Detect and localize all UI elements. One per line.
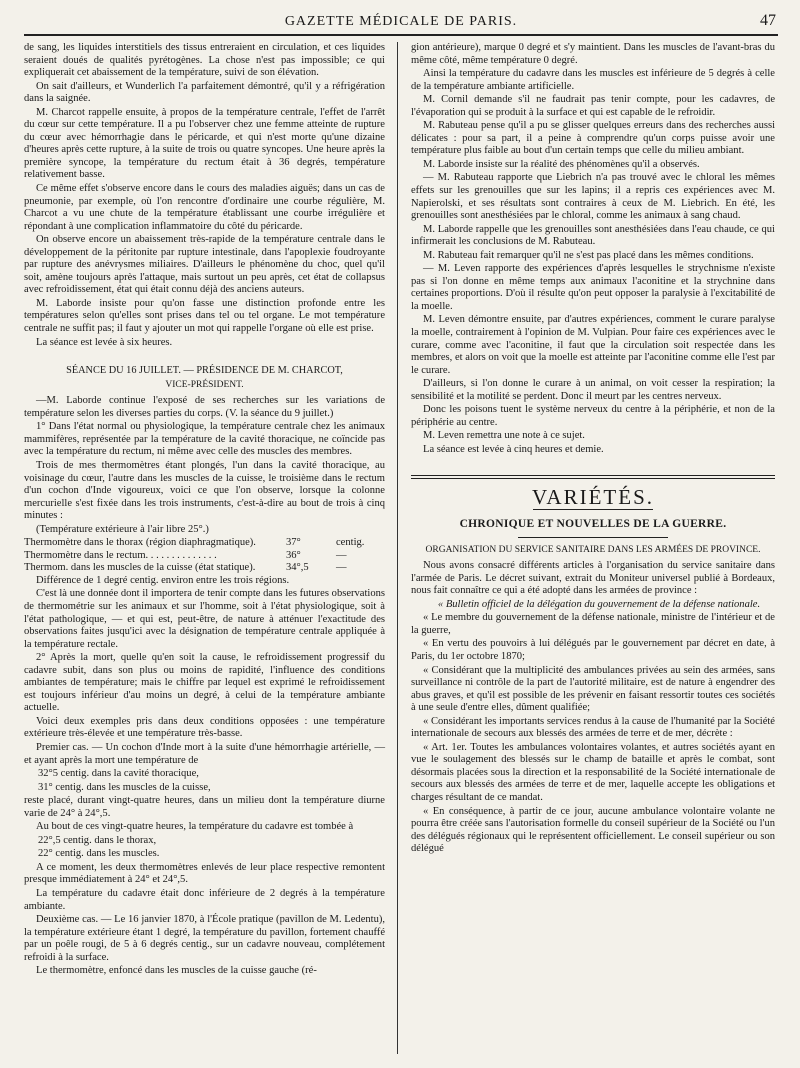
paragraph: Premier cas. — Un cochon d'Inde mort à la suite d'une hémorrhagie artérielle, — et ayant après la mort une température de [24, 741, 385, 766]
paragraph: « Considérant que la multiplicité des ambulances privées au sein des armées, sans surveillance ni contrôle de la part de l'autorité militaire, est de nature à engendrer des abus graves, et qu'il est possible de les prévenir en faisant ressortir toutes ces sociétés à une seule d'entre elles, dûment qualifiée; [411, 664, 775, 714]
paragraph: M. Leven démontre ensuite, par d'autres expériences, comment le curare paralyse la moelle, contrairement à l'opinion de M. Vulpian. Pour faire ces expériences avec le curare, comme avec l'aconitine, il faut que la circulation soit respectée dans les membres, et alors on voit que la moelle est atteinte par l'aconitine comme elle l'est par le curare. [411, 314, 775, 376]
seance-heading: SÉANCE DU 16 JUILLET. — PRÉSIDENCE DE M. CHARCOT, [66, 365, 343, 377]
measurement-row [24, 562, 385, 575]
paragraph: D'ailleurs, si l'on donne le curare à un animal, on voit cesser la respiration; la sensibilité et la motilité se perdent. Donc il meurt par les centres nerveux. [411, 378, 775, 402]
paragraph: Nous avons consacré différents articles à l'organisation du service sanitaire dans l'armée de Paris. Le décret suivant, extrait du Moniteur universel publié à Bordeaux, nous fait connaître ce qui a été adopté dans les armées de province : [411, 560, 775, 597]
paragraph: Ce même effet s'observe encore dans le cours des maladies aiguës; dans un cas de pneumonie, par exemple, où l'on rencontre d'ordinaire une courbe régulière, M. Charcot a vu une chute de la température établissant une courbe irrégulière et répondant à une complication inflammatoire du côté du péricarde. [24, 183, 385, 232]
paragraph: Ainsi la température du cadavre dans les muscles est inférieure de 5 degrés à celle de la température ambiante artificielle. [411, 68, 775, 92]
paragraph: M. Laborde rappelle que les grenouilles sont anesthésiées dans l'eau chaude, ce qui infirmerait les conclusions de M. Rabuteau. [411, 223, 775, 248]
paragraph: reste placé, durant vingt-quatre heures, dans un milieu dont la température diurne varie de 24° à 24°,5. [24, 795, 385, 819]
paragraph: « Considérant les importants services rendus à la cause de l'humanité par la Société internationale de secours aux blessés des armées de terre et de mer, décrète : [411, 715, 775, 740]
chronique-heading: CHRONIQUE ET NOUVELLES DE LA GUERRE. [459, 518, 727, 531]
paragraph: M. Rabuteau pense qu'il a pu se glisser quelques erreurs dans des recherches aussi délicates : pour sa part, il a peine à comprendre qu'un corps puisse avoir une température plus faible au bout d'un certain temps que celle du milieu ambiant. [411, 120, 775, 157]
paragraph: (Température extérieure à l'air libre 25°.) [36, 523, 209, 535]
right-column [411, 42, 775, 857]
paragraph: M. Leven remettra une note à ce sujet. [423, 430, 585, 442]
paragraph: Le thermomètre, enfoncé dans les muscles de la cuisse gauche (ré- [36, 965, 317, 977]
paragraph: Donc les poisons tuent le système nerveux du centre à la périphérie, et non de la périphérie au centre. [411, 404, 775, 428]
paragraph: M. Laborde insiste pour qu'on fasse une distinction profonde entre les températures selon qu'elles sont prises dans tel ou tel organe. Le mot température centrale ne suffit pas; il faut y ajouter un mot qui rappelle l'organe où elle est prise. [24, 297, 385, 335]
measure-label: Thermomètre dans le rectum. . . . . . . . . . . . . . [24, 549, 217, 561]
measure-value: 36° [286, 549, 301, 561]
paragraph: « Le membre du gouvernement de la défense nationale, ministre de l'intérieur et de la guerre, [411, 612, 775, 636]
paragraph: de sang, les liquides interstitiels des tissus entreraient en circulation, et ces liquides seraient doués de qualités pyrétogènes. La chose n'est pas impossible; ce qui expliquerait cet abaissement de la température, suivi de son élévation. [24, 42, 385, 79]
section-rule [411, 475, 775, 479]
measurement-row [24, 537, 385, 550]
paragraph: La température du cadavre était donc inférieure de 2 degrés à la température ambiante. [24, 888, 385, 912]
paragraph: Différence de 1 degré centig. environ entre les trois régions. [36, 574, 290, 586]
paragraph: La séance est levée à six heures. [36, 336, 173, 348]
page-number: 47 [760, 12, 776, 29]
measure-unit: — [336, 562, 347, 574]
paragraph: Deuxième cas. — Le 16 janvier 1870, à l'École pratique (pavillon de M. Ledentu), la température extérieure étant 1 degré, la température du pavillon, fortement chauffé par un poêle rougi, de 5 à 6 degrés centig., sur un cadavre nouveau, complétement refroidi à la surface. [24, 914, 385, 963]
measurement-row [24, 550, 385, 563]
bulletin-title: « Bulletin officiel de la délégation du gouvernement de la défense nationale. [437, 598, 761, 610]
paragraph: 1° Dans l'état normal ou physiologique, la température centrale chez les animaux mammifères, représentée par la température de la cavité thoracique, ne coïncide pas avec la température du rectum, ni même avec celle des muscles des membres. [24, 421, 385, 458]
measure-unit: — [336, 549, 347, 561]
column-divider [397, 42, 398, 1054]
paragraph: M. Laborde insiste sur la réalité des phénomènes qu'il a observés. [423, 158, 700, 170]
page-header [24, 12, 778, 36]
heading-underline [533, 509, 653, 510]
paragraph: « En vertu des pouvoirs à lui délégués par le gouvernement par décret en date, à Paris, du 1er octobre 1870; [411, 638, 775, 662]
measure-value: 37° [286, 537, 301, 549]
reading-line: 31° centig. dans les muscles de la cuisse, [38, 781, 211, 793]
paragraph: M. Charcot rappelle ensuite, à propos de la température centrale, l'effet de l'arrêt du cœur sur cette température. Il a pu l'observer chez une femme atteinte de rupture du cœur avec hémorrhagie dans le péricarde, et qui n'est morte qu'une dizaine d'heures après cette rupture, à la suite de trois ou quatre syncopes. Une heure après la première syncope, la température du rectum était à 36 degrés, température relativement basse. [24, 106, 385, 181]
heading-underline [518, 537, 668, 538]
paragraph: 2° Après la mort, quelle qu'en soit la cause, le refroidissement progressif du cadavre subit, dans son plus ou moins de rapidité, l'influence des conditions ambiantes de température; mais le chiffre par lequel est exprimé le refroidissement est toujours inférieur d'au moins un degré, à celui de la température ambiante actuelle. [24, 652, 385, 714]
paragraph: On sait d'ailleurs, et Wunderlich l'a parfaitement démontré, qu'il y a réfrigération dans la saignée. [24, 80, 385, 105]
paragraph: M. Cornil demande s'il ne faudrait pas tenir compte, pour les cadavres, de l'évaporation qui se produit à la surface et qui est capable de le refroidir. [411, 94, 775, 118]
organisation-subheading: ORGANISATION DU SERVICE SANITAIRE DANS LES ARMÉES DE PROVINCE. [425, 544, 761, 555]
measure-unit: centig. [336, 537, 365, 549]
measure-value: 34°,5 [286, 562, 309, 574]
paragraph: —M. Laborde continue l'exposé de ses recherches sur les variations de température selon les diverses parties du corps. (V. la séance du 9 juillet.) [24, 395, 385, 419]
left-column [24, 42, 385, 979]
paragraph: On observe encore un abaissement très-rapide de la température centrale dans le développement de la péritonite par rupture intestinale, dans l'apoplexie foudroyante par rupture des anévrysmes miliaires. D'ailleurs le phénomène du choc, quel qu'il soit, amène toujours après l'attaque, mais surtout un peu après, cet état de collapsus avec refroidissement, état qui était connu déjà des anciens auteurs. [24, 234, 385, 296]
paragraph: Voici deux exemples pris dans deux conditions opposées : une température extérieure très-élevée et une température très-basse. [24, 715, 385, 740]
measure-label: Thermom. dans les muscles de la cuisse (état statique). [24, 562, 256, 574]
journal-title: GAZETTE MÉDICALE DE PARIS. [284, 14, 518, 29]
paragraph: — M. Rabuteau rapporte que Liebrich n'a pas trouvé avec le chloral les mêmes effets sur les grenouilles que sur les lapins; il a repris ces expériences avec M. Napierolski, et ses résultats sont contraires à ceux de M. Liebrich. En été, les grenouilles sont anesthésiées par le chloral, comme les animaux à sang chaud. [411, 172, 775, 222]
paragraph: « Art. 1er. Toutes les ambulances volontaires volantes, et autres sociétés ayant en vue le soulagement des blessés sur le champ de bataille et après le combat, sont désormais placées sous la direction et la responsabilité de la Société internationale de secours aux blessés des armées de terre et de mer, laquelle accepte les obligations et charges résultant de ce mandat. [411, 741, 775, 803]
varietes-heading: VARIÉTÉS. [531, 484, 655, 509]
paragraph: Trois de mes thermomètres étant plongés, l'un dans la cavité thoracique, au voisinage du cœur, l'autre dans les muscles de la cuisse, le troisième dans le rectum d'un cochon d'Inde vigoureux, voici ce que l'on observe, lorsque la colonne mercurielle s'est fixée dans les trois instruments, c'est-à-dire au bout de trois à cinq minutes : [24, 459, 385, 522]
paragraph: La séance est levée à cinq heures et demie. [423, 443, 604, 455]
reading-line: 32°5 centig. dans la cavité thoracique, [38, 768, 199, 780]
reading-line: 22° centig. dans les muscles. [38, 848, 160, 860]
measure-label: Thermomètre dans le thorax (région diaphragmatique). [24, 537, 256, 549]
paragraph: — M. Leven rapporte des expériences d'après lesquelles le strychnisme n'existe pas si l'on donne en même temps aux animaux l'aconitine et la strychnine dans certaines proportions. D'où il résulte qu'on peut opposer la paralysie à l'excitabilité de la moelle. [411, 263, 775, 312]
paragraph: Au bout de ces vingt-quatre heures, la température du cadavre est tombée à [36, 821, 354, 833]
reading-line: 22°,5 centig. dans le thorax, [38, 834, 157, 846]
paragraph: « En conséquence, à partir de ce jour, aucune ambulance volontaire volante ne pourra être créée sans l'autorisation formelle du conseil supérieur de la Société ou l'un des délégués régionaux qui le représentent officiellement. Le conseil supérieur ou son délégué [411, 805, 775, 855]
paragraph: A ce moment, les deux thermomètres enlevés de leur place respective remontent presque immédiatement à 24° et 24°,5. [24, 861, 385, 886]
vice-president-label: VICE-PRÉSIDENT. [165, 379, 244, 390]
paragraph: C'est là une donnée dont il importera de tenir compte dans les futures observations de thermométrie sur les animaux et sur l'homme, soit à l'état physiologique, soit à l'état pathologique, — et qui est, peut-être, de nature à atténuer l'exactitude des observations faites jusqu'ici avec la désignation de température centrale appliquée à la température rectale. [24, 588, 385, 650]
paragraph: gion antérieure), marque 0 degré et s'y maintient. Dans les muscles de l'avant-bras du même côté, même température 0 degré. [411, 42, 775, 66]
paragraph: M. Rabuteau fait remarquer qu'il ne s'est pas placé dans les mêmes conditions. [423, 249, 754, 261]
